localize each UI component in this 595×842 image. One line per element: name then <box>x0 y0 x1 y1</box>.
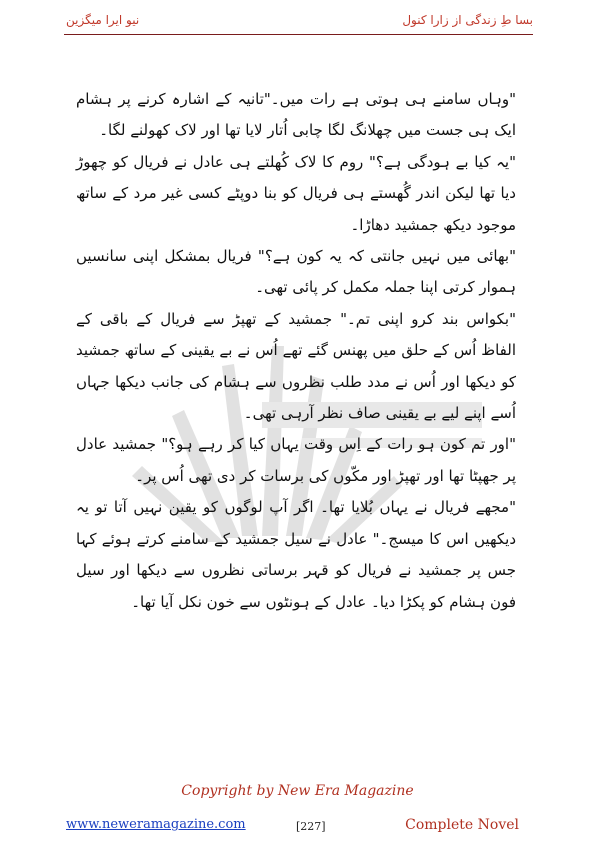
paragraph: "اور تم کون ہو رات کے اِس وقت یہاں کیا کر رہے ہو؟" جمشید عادل پر جھپٹا تھا اور تھپڑ اور مکّوں کی برسات کر دی تھی اُس پر۔ <box>76 435 516 485</box>
paragraph: "بکواس بند کرو اپنی تم۔" جمشید کے تھپڑ سے فریال کے باقی کے الفاظ اُس کے حلق میں پھنس گئے تھے اُس نے بے یقینی کے ساتھ جمشید کو دیکھا اور اُس نے مدد طلب نظروں سے ہشام کی جانب دیکھا جہاں اُسے اپنے لیے بے یقینی صاف نظر آرہی تھی۔ <box>76 309 516 423</box>
novel-title-header: بسا طِ زندگی از زارا کنول <box>402 13 533 27</box>
header-rule <box>64 34 533 35</box>
page-number: [227] <box>296 820 326 833</box>
paragraph: "بھائی میں نہیں جانتی کہ یہ کون ہے؟" فریال بمشکل اپنی سانسیں ہموار کرتی اپنا جملہ مکمل کر پائی تھی۔ <box>76 247 516 297</box>
paragraph: "وہاں سامنے ہی ہوتی ہے رات میں۔"تانیہ کے اشارہ کرنے پر ہشام ایک ہی جست میں چھلانگ لگا چابی اُتار لایا تھا اور لاک کھولنے لگا۔ <box>76 90 516 140</box>
magazine-name-header: نیو ایرا میگزین <box>66 13 140 27</box>
website-link[interactable]: www.neweramagazine.com <box>66 817 246 832</box>
article-body <box>76 84 516 618</box>
complete-novel-label: Complete Novel <box>405 817 519 833</box>
paragraph: "مجھے فریال نے یہاں بُلایا تھا۔ اگر آپ لوگوں کو یقین نہیں آتا تو یہ دیکھیں اس کا میسج۔" عادل نے سیل جمشید کے سامنے کرتے ہوئے کہا جس پر جمشید نے فریال کو قہر برساتی نظروں سے دیکھا اور سیل فون ہشام کو پکڑا دیا۔ عادل کے ہونٹوں سے خون نکل آیا تھا۔ <box>76 498 516 611</box>
copyright-notice: Copyright by New Era Magazine <box>181 783 414 799</box>
paragraph: "یہ کیا بے ہودگی ہے؟" روم کا لاک کُھلتے ہی عادل نے فریال کو چھوڑ دیا تھا لیکن اندر گُھستے ہی فریال کو بنا دوپٹے کسی غیر مرد کے ساتھ موجود دیکھ جمشید دھاڑا۔ <box>76 152 516 234</box>
